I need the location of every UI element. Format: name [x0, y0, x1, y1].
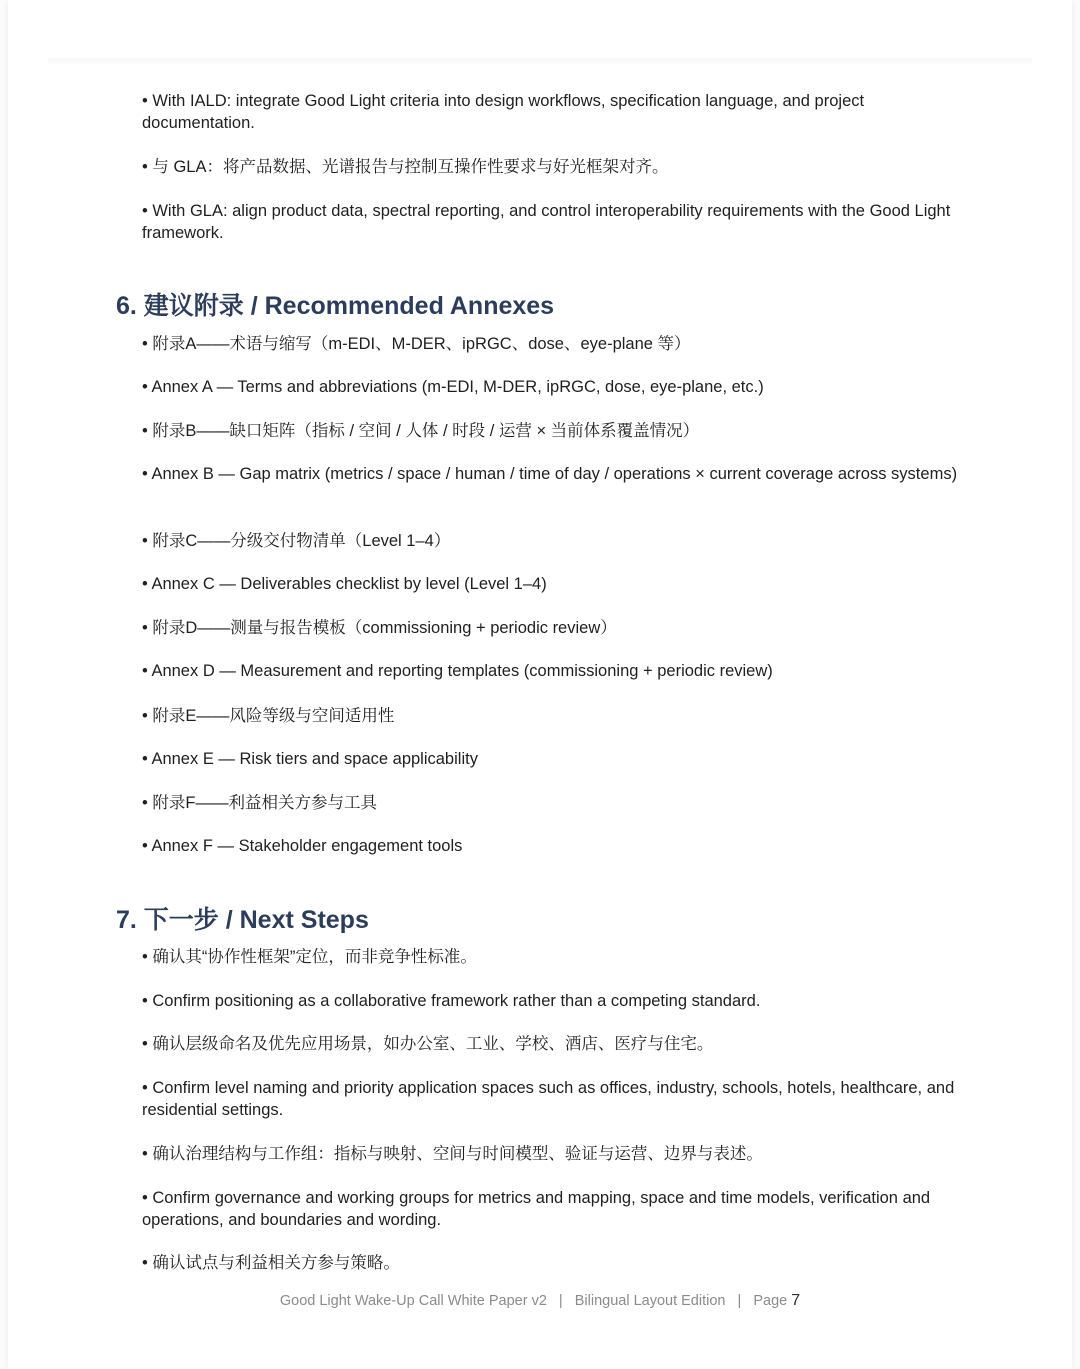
footer-separator: |: [737, 1293, 742, 1309]
list-item: • Annex A — Terms and abbreviations (m-EDI, M-DER, ipRGC, dose, eye-plane, etc.): [142, 378, 764, 396]
list-item: • Annex D — Measurement and reporting templates (commissioning + periodic review): [142, 662, 773, 680]
list-item: • 附录B——缺口矩阵（指标 / 空间 / 人体 / 时段 / 运营 × 当前体系覆盖情况）: [142, 422, 700, 440]
footer-separator: |: [558, 1293, 563, 1309]
list-item: • 确认治理结构与工作组：指标与映射、空间与时间模型、验证与运营、边界与表述。: [142, 1145, 763, 1163]
list-item: • 确认其“协作性框架”定位，而非竞争性标准。: [142, 948, 477, 966]
list-item: • Annex F — Stakeholder engagement tools: [142, 837, 463, 855]
list-item: • 附录F——利益相关方参与工具: [142, 794, 377, 812]
list-item: • 确认层级命名及优先应用场景，如办公室、工业、学校、酒店、医疗与住宅。: [142, 1035, 714, 1053]
list-item: • Confirm positioning as a collaborative framework rather than a competing standard.: [142, 992, 761, 1010]
list-item: • Confirm level naming and priority application spaces such as offices, industry, schools, hotels, healthcare, and residential settings.: [142, 1079, 955, 1119]
page-number: 7: [791, 1292, 801, 1309]
list-item: • Confirm governance and working groups for metrics and mapping, space and time models, verification and operations, and boundaries and wording.: [142, 1189, 931, 1229]
list-item: • Annex E — Risk tiers and space applicability: [142, 750, 478, 768]
list-item: • 附录D——测量与报告模板（commissioning + periodic review）: [142, 619, 617, 637]
list-item: • Annex C — Deliverables checklist by level (Level 1–4): [142, 575, 547, 593]
list-item: • With GLA: align product data, spectral reporting, and control interoperability requirements with the Good Light framework.: [142, 202, 951, 242]
list-item: • 附录E——风险等级与空间适用性: [142, 707, 395, 725]
list-item: • 附录C——分级交付物清单（Level 1–4）: [142, 532, 451, 550]
section-heading-annexes: 6. 建议附录 / Recommended Annexes: [116, 292, 555, 320]
list-item: • 附录A——术语与缩写（m-EDI、M-DER、ipRGC、dose、eye-plane 等）: [142, 335, 691, 353]
list-item: • With IALD: integrate Good Light criteria into design workflows, specification language, and project documentation.: [142, 92, 865, 132]
page-footer: [0, 1290, 1080, 1312]
list-item: • 确认试点与利益相关方参与策略。: [142, 1254, 400, 1272]
section-heading-next-steps: 7. 下一步 / Next Steps: [116, 906, 369, 934]
list-item: • 与 GLA：将产品数据、光谱报告与控制互操作性要求与好光框架对齐。: [142, 158, 669, 176]
footer-page-label: Page: [753, 1293, 788, 1309]
page-top-shadow: [48, 58, 1032, 66]
footer-edition: Bilingual Layout Edition: [574, 1293, 726, 1309]
footer-doc-title: Good Light Wake-Up Call White Paper v2: [279, 1293, 547, 1309]
list-item: • Annex B — Gap matrix (metrics / space / human / time of day / operations × current coverage across systems): [142, 465, 958, 483]
